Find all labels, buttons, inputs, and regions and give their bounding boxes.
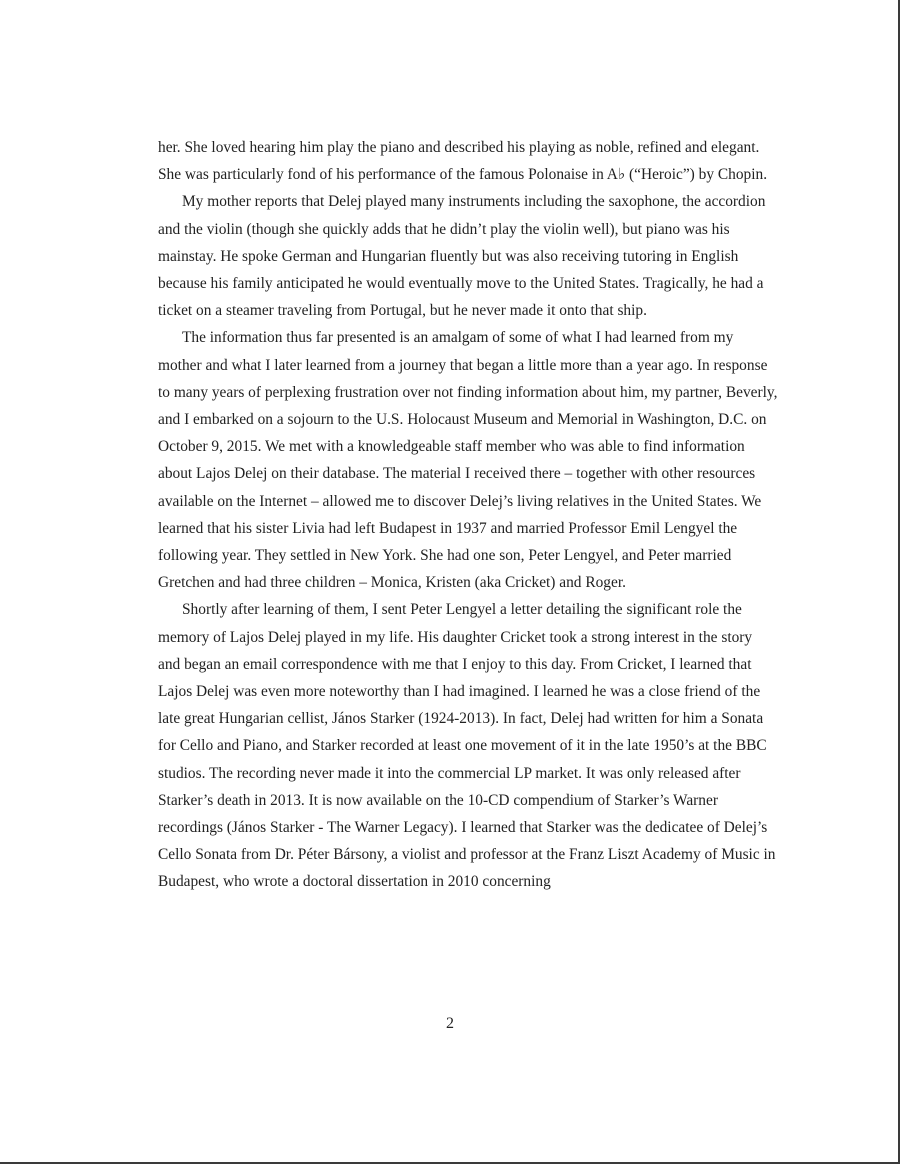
paragraph-continuation: her. She loved hearing him play the piano and described his playing as noble, refined and elegant. She was particularly fond of his performance of the famous Polonaise in A♭ (“Heroic”) by Chopin. [158,139,768,184]
paragraph-starker: Shortly after learning of them, I sent Peter Lengyel a letter detailing the significant role the memory of Lajos Delej played in my life. His daughter Cricket took a strong interest in the story and began an email correspondence with me that I enjoy to this day. From Cricket, I learned that Lajos Delej was even more noteworthy than I had imagined. I learned he was a close friend of the late great Hungarian cellist, János Starker (1924-2013). In fact, Delej had written for him a Sonata for Cello and Piano, and Starker recorded at least one movement of it in the late 1950’s at the BBC studios. The recording never made it into the commercial LP market. It was only released after Starker’s death in 2013. It is now available on the 10-CD compendium of Starker’s Warner recordings (János Starker - The Warner Legacy). I learned that Starker was the dedicatee of Delej’s Cello Sonata from Dr. Péter Bársony, a violist and professor at the Franz Liszt Academy of Music in Budapest, who wrote a doctoral dissertation in 2010 concerning [158,601,776,891]
body-text [158,134,778,896]
paragraph-journey: The information thus far presented is an amalgam of some of what I had learned from my mother and what I later learned from a journey that began a little more than a year ago. In response to many years of perplexing frustration over not finding information about him, my partner, Beverly, and I embarked on a sojourn to the U.S. Holocaust Museum and Memorial in Washington, D.C. on October 9, 2015. We met with a knowledgeable staff member who was able to find information about Lajos Delej on their database. The material I received there – together with other resources available on the Internet – allowed me to discover Delej’s living relatives in the United States. We learned that his sister Livia had left Budapest in 1937 and married Professor Emil Lengyel the following year. They settled in New York. She had one son, Peter Lengyel, and Peter married Gretchen and had three children – Monica, Kristen (aka Cricket) and Roger. [158,329,778,592]
page-number: 2 [446,1015,454,1032]
paragraph-instruments: My mother reports that Delej played many instruments including the saxophone, the accordion and the violin (though she quickly adds that he didn’t play the violin well), but piano was his mainstay. He spoke German and Hungarian fluently but was also receiving tutoring in English because his family anticipated he would eventually move to the United States. Tragically, he had a ticket on a steamer traveling from Portugal, but he never made it onto that ship. [158,193,766,320]
